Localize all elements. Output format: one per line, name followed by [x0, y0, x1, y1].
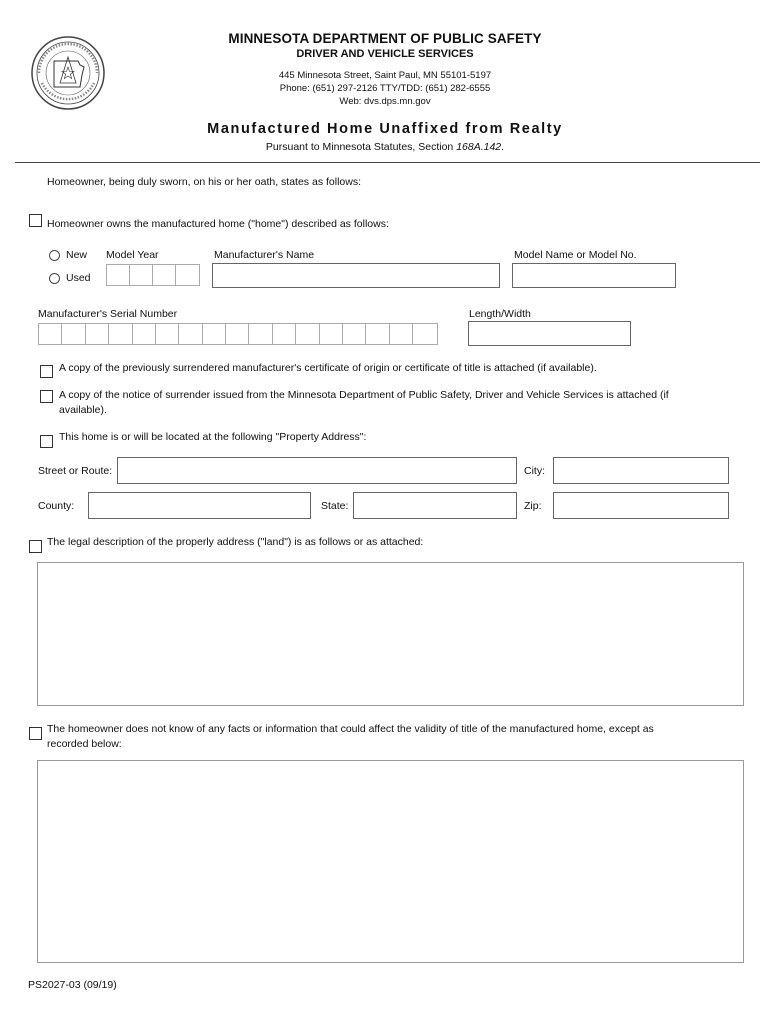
new-radio[interactable] — [49, 250, 60, 261]
city-label: City: — [524, 465, 545, 477]
serial-number-field[interactable] — [38, 323, 438, 345]
copy-certificate-checkbox[interactable] — [40, 365, 53, 378]
owns-home-checkbox[interactable] — [29, 214, 42, 227]
header-divider — [15, 162, 760, 163]
model-name-label: Model Name or Model No. — [514, 249, 637, 261]
city-field[interactable] — [553, 457, 729, 484]
agency-phone: Phone: (651) 297-2126 TTY/TDD: (651) 282-6555 — [279, 83, 491, 94]
no-facts-label-line2: recorded below: — [47, 738, 122, 750]
copy-notice-label-line1: A copy of the notice of surrender issued from the Minnesota Department of Public Safety, Driver and Vehicle Services is attached (if — [59, 389, 669, 401]
form-number: PS2027-03 (09/19) — [28, 979, 117, 991]
copy-certificate-label: A copy of the previously surrendered manufacturer's certificate of origin or certificate of title is attached (if available). — [59, 362, 597, 374]
intro-text: Homeowner, being duly sworn, on his or her oath, states as follows: — [47, 176, 361, 188]
copy-notice-checkbox[interactable] — [40, 390, 53, 403]
contact-block — [120, 69, 650, 108]
form-title: Manufactured Home Unaffixed from Realty — [207, 121, 563, 137]
agency-web: Web: dvs.dps.mn.gov — [339, 96, 431, 107]
subtitle-prefix: Pursuant to Minnesota Statutes, Section — [265, 141, 457, 153]
state-field[interactable] — [353, 492, 517, 519]
used-radio[interactable] — [49, 273, 60, 284]
serial-label: Manufacturer's Serial Number — [38, 308, 178, 320]
length-width-label: Length/Width — [469, 308, 531, 320]
statute-reference: 168A.142 — [456, 141, 502, 153]
used-label: Used — [66, 272, 91, 284]
agency-address: 445 Minnesota Street, Saint Paul, MN 55101-5197 — [278, 70, 492, 81]
form-subtitle — [120, 141, 650, 153]
model-name-field[interactable] — [512, 263, 676, 288]
county-label: County: — [38, 500, 75, 512]
subtitle-suffix: . — [501, 141, 505, 153]
street-label: Street or Route: — [38, 465, 113, 477]
state-seal-icon — [30, 35, 106, 111]
division-name: DRIVER AND VEHICLE SERVICES — [296, 48, 474, 60]
model-year-field[interactable] — [106, 264, 200, 286]
exceptions-textarea[interactable] — [37, 760, 744, 963]
property-address-checkbox[interactable] — [40, 435, 53, 448]
county-field[interactable] — [88, 492, 311, 519]
no-facts-checkbox[interactable] — [29, 727, 42, 740]
length-width-field[interactable] — [468, 321, 631, 346]
zip-field[interactable] — [553, 492, 729, 519]
agency-name: MINNESOTA DEPARTMENT OF PUBLIC SAFETY — [228, 31, 542, 46]
property-address-label: This home is or will be located at the following "Property Address": — [59, 431, 367, 443]
street-field[interactable] — [117, 457, 517, 484]
legal-description-checkbox[interactable] — [29, 540, 42, 553]
model-year-label: Model Year — [106, 249, 159, 261]
legal-description-textarea[interactable] — [37, 562, 744, 706]
owns-home-label: Homeowner owns the manufactured home ("home") described as follows: — [47, 218, 389, 230]
manufacturer-field[interactable] — [212, 263, 500, 288]
manufacturer-label: Manufacturer's Name — [214, 249, 315, 261]
zip-label: Zip: — [524, 500, 542, 512]
new-label: New — [66, 249, 88, 261]
legal-description-label: The legal description of the properly address ("land") is as follows or as attached: — [47, 536, 424, 548]
copy-notice-label-line2: available). — [59, 404, 107, 416]
no-facts-label-line1: The homeowner does not know of any facts or information that could affect the validity of title of the manufactured home, except as — [47, 723, 654, 735]
state-label: State: — [321, 500, 349, 512]
